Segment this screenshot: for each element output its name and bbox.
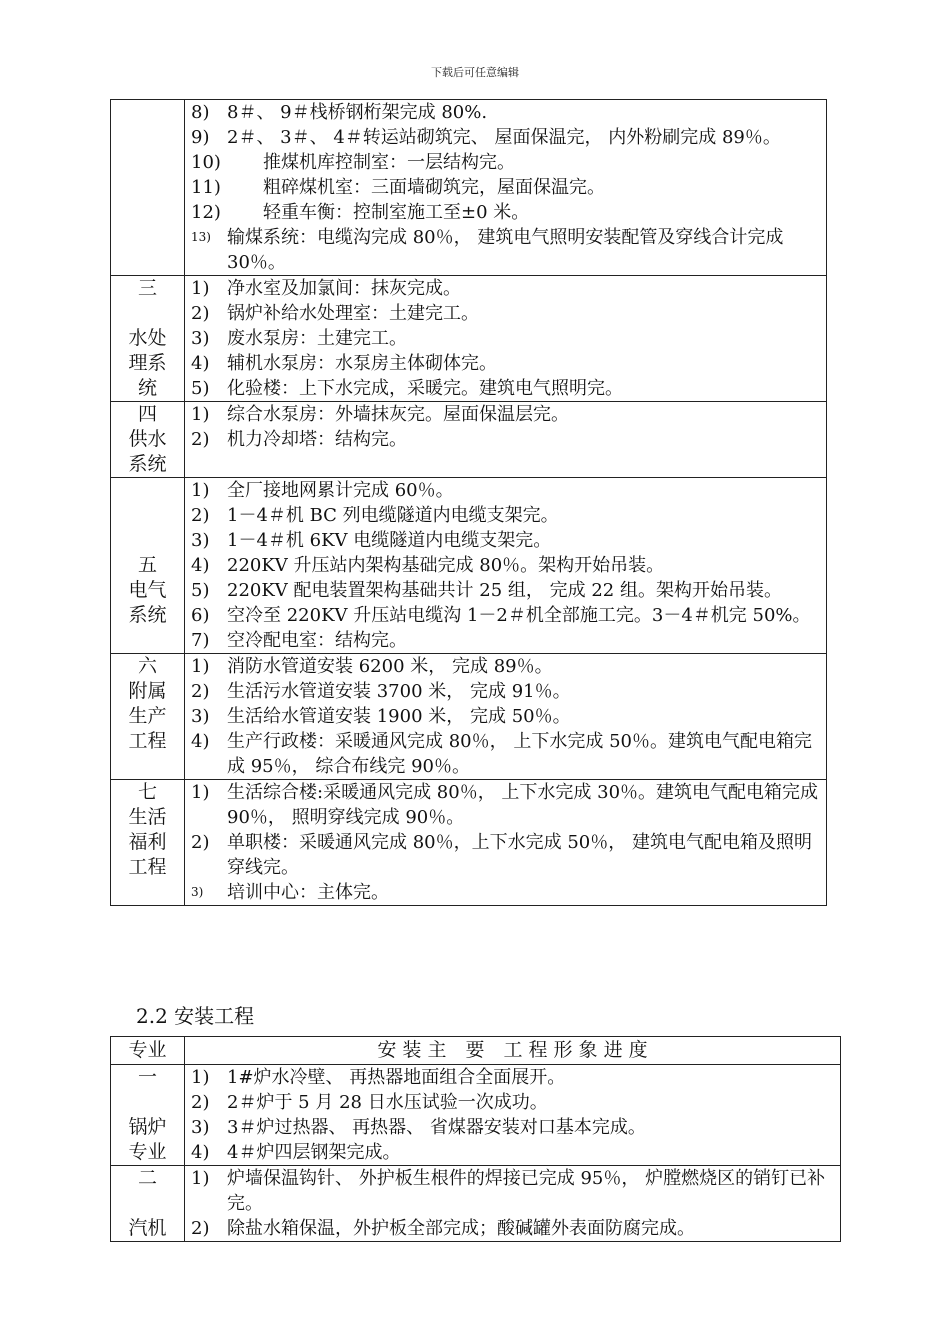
category-label: 供水 (128, 428, 167, 450)
item-text: 220KV 升压站内架构基础完成 80％。架构开始吊装。 (227, 555, 665, 576)
category-cell (111, 276, 185, 402)
list-item (191, 1090, 834, 1115)
category-label (111, 1191, 184, 1216)
items-cell (185, 780, 827, 906)
list-item (191, 553, 820, 578)
table-header-row (111, 1037, 841, 1065)
item-number: 8) (191, 102, 210, 123)
list-item (191, 1065, 834, 1090)
item-text: 生活给水管道安装 1900 米， 完成 50％。 (227, 706, 571, 727)
item-number: 1) (191, 656, 210, 677)
category-label: 二 (137, 1167, 157, 1189)
item-text: 培训中心：主体完。 (227, 882, 389, 903)
list-item (191, 528, 820, 553)
item-text: 1#炉水冷壁、 再热器地面组合全面展开。 (227, 1067, 566, 1088)
item-number: 2) (191, 681, 210, 702)
item-text: 轻重车衡：控制室施工至±0 米。 (263, 202, 530, 223)
item-number: 2) (191, 1092, 210, 1113)
table-row (111, 100, 827, 276)
items-cell (185, 654, 827, 780)
item-number: 5) (191, 378, 210, 399)
category-label: 工程 (128, 730, 167, 752)
list-item (191, 704, 820, 729)
list-item (191, 175, 820, 200)
item-number: 5) (191, 580, 210, 601)
item-number: 13) (191, 230, 211, 244)
category-cell (111, 654, 185, 780)
table-row (111, 478, 827, 654)
item-text: 生产行政楼：采暖通风完成 80％， 上下水完成 50％。建筑电气配电箱完成 95％， 综合布线完 90％。 (227, 731, 812, 777)
category-label (111, 528, 184, 553)
item-number: 1) (191, 480, 210, 501)
item-number: 12) (191, 202, 221, 223)
item-text: 机力冷却塔：结构完。 (227, 429, 407, 450)
category-label: 五 (137, 554, 157, 576)
category-label: 生活 (128, 806, 167, 828)
item-text: 8＃、 9＃栈桥钢桁架完成 80%. (227, 102, 488, 123)
item-number: 3) (191, 1117, 210, 1138)
list-item (191, 1115, 834, 1140)
items-cell (185, 1065, 841, 1166)
item-text: 除盐水箱保温，外护板全部完成；酸碱罐外表面防腐完成。 (227, 1218, 695, 1239)
table-row (111, 654, 827, 780)
list-item (191, 376, 820, 401)
item-text: 空冷至 220KV 升压站电缆沟 1－2＃机全部施工完。3－4＃机完 50%。 (227, 605, 811, 626)
category-cell (111, 402, 185, 478)
progress-table-installation (110, 1036, 841, 1242)
list-item (191, 200, 820, 225)
item-number: 4) (191, 1142, 210, 1163)
progress-table-civil (110, 99, 827, 906)
category-label: 电气 (128, 579, 167, 601)
table-row (111, 780, 827, 906)
list-item (191, 780, 820, 830)
item-text: 空冷配电室：结构完。 (227, 630, 407, 651)
item-number: 11) (191, 177, 221, 198)
section-title: 2.2 安装工程 (136, 1004, 255, 1028)
item-number: 9) (191, 127, 210, 148)
category-label: 系统 (128, 604, 167, 626)
item-text: 输煤系统：电缆沟完成 80％， 建筑电气照明安装配管及穿线合计完成 30％。 (227, 227, 784, 273)
item-text: 综合水泵房：外墙抹灰完。屋面保温层完。 (227, 404, 569, 425)
category-label: 锅炉 (128, 1116, 167, 1138)
list-item (191, 427, 820, 452)
category-label (111, 1090, 184, 1115)
category-label: 系统 (128, 453, 167, 475)
category-cell (111, 478, 185, 654)
category-label: 汽机 (128, 1217, 167, 1239)
col-header-specialty: 专业 (111, 1037, 185, 1065)
item-text: 化验楼：上下水完成，采暖完。建筑电气照明完。 (227, 378, 623, 399)
item-number: 4) (191, 731, 210, 752)
list-item (191, 880, 820, 905)
category-label: 一 (137, 1066, 157, 1088)
list-item (191, 603, 820, 628)
category-label: 七 (137, 781, 157, 803)
item-text: 全厂接地网累计完成 60％。 (227, 480, 454, 501)
list-item (191, 100, 820, 125)
category-label: 理系 (128, 352, 167, 374)
item-text: 消防水管道安装 6200 米， 完成 89％。 (227, 656, 553, 677)
item-number: 3) (191, 885, 204, 899)
item-number: 7) (191, 630, 210, 651)
item-text: 生活综合楼:采暖通风完成 80％， 上下水完成 30％。建筑电气配电箱完成 90％， 照明穿线完成 90％。 (227, 782, 819, 828)
item-number: 10) (191, 152, 221, 173)
list-item (191, 1140, 834, 1165)
item-text: 2＃炉于 5 月 28 日水压试验一次成功。 (227, 1092, 548, 1113)
list-item (191, 326, 820, 351)
category-cell (111, 780, 185, 906)
item-number: 4) (191, 555, 210, 576)
item-text: 粗碎煤机室：三面墙砌筑完，屋面保温完。 (263, 177, 605, 198)
item-text: 辅机水泵房：水泵房主体砌体完。 (227, 353, 497, 374)
item-number: 1) (191, 404, 210, 425)
list-item (191, 225, 820, 275)
item-number: 1) (191, 1168, 210, 1189)
page-header: 下载后可任意编辑 (431, 66, 519, 79)
list-item (191, 276, 820, 301)
items-cell (185, 1166, 841, 1242)
col-header-progress: 安 装 主 要 工 程 形 象 进 度 (185, 1037, 841, 1065)
item-number: 2) (191, 429, 210, 450)
item-number: 2) (191, 505, 210, 526)
item-number: 1) (191, 782, 210, 803)
item-number: 2) (191, 303, 210, 324)
category-label (111, 503, 184, 528)
category-label: 工程 (128, 856, 167, 878)
category-label: 三 (137, 277, 157, 299)
list-item (191, 1166, 834, 1216)
list-item (191, 628, 820, 653)
list-item (191, 1216, 834, 1241)
item-number: 2) (191, 1218, 210, 1239)
item-text: 1－4＃机 6KV 电缆隧道内电缆支架完。 (227, 530, 552, 551)
item-number: 3) (191, 706, 210, 727)
category-cell (111, 1065, 185, 1166)
table-row (111, 402, 827, 478)
items-cell (185, 276, 827, 402)
category-cell (111, 1166, 185, 1242)
list-item (191, 402, 820, 427)
item-number: 6) (191, 605, 210, 626)
category-label (111, 478, 184, 503)
category-label: 专业 (128, 1141, 167, 1163)
item-text: 4＃炉四层钢架完成。 (227, 1142, 401, 1163)
table-row (111, 1166, 841, 1242)
item-text: 净水室及加氯间：抹灰完成。 (227, 278, 461, 299)
list-item (191, 301, 820, 326)
item-text: 220KV 配电装置架构基础共计 25 组， 完成 22 组。架构开始吊装。 (227, 580, 782, 601)
item-number: 3) (191, 328, 210, 349)
item-number: 1) (191, 278, 210, 299)
list-item (191, 503, 820, 528)
category-label (111, 301, 184, 326)
category-label: 生产 (128, 705, 167, 727)
item-text: 2＃、 3＃、 4＃转运站砌筑完、 屋面保温完， 内外粉刷完成 89％。 (227, 127, 781, 148)
item-text: 单职楼：采暖通风完成 80％，上下水完成 50％， 建筑电气配电箱及照明穿线完。 (227, 832, 812, 878)
list-item (191, 578, 820, 603)
item-text: 废水泵房：土建完工。 (227, 328, 407, 349)
table-row (111, 1065, 841, 1166)
category-label: 附属 (128, 680, 167, 702)
list-item (191, 351, 820, 376)
category-label: 福利 (128, 831, 167, 853)
items-cell (185, 478, 827, 654)
list-item (191, 478, 820, 503)
list-item (191, 729, 820, 779)
item-number: 4) (191, 353, 210, 374)
category-label: 水处 (128, 327, 167, 349)
item-number: 3) (191, 530, 210, 551)
item-text: 1－4＃机 BC 列电缆隧道内电缆支架完。 (227, 505, 559, 526)
list-item (191, 125, 820, 150)
item-text: 3＃炉过热器、 再热器、 省煤器安装对口基本完成。 (227, 1117, 646, 1138)
category-label: 六 (137, 655, 157, 677)
item-number: 1) (191, 1067, 210, 1088)
item-text: 锅炉补给水处理室：土建完工。 (227, 303, 479, 324)
category-label: 四 (137, 403, 157, 425)
item-text: 生活污水管道安装 3700 米， 完成 91％。 (227, 681, 571, 702)
list-item (191, 830, 820, 880)
item-text: 炉墙保温钩针、 外护板生根件的焊接已完成 95％， 炉膛燃烧区的销钉已补完。 (227, 1168, 826, 1214)
category-cell (111, 100, 185, 276)
list-item (191, 150, 820, 175)
table-row (111, 276, 827, 402)
list-item (191, 679, 820, 704)
item-number: 2) (191, 832, 210, 853)
item-text: 推煤机库控制室：一层结构完。 (263, 152, 515, 173)
category-label: 统 (137, 377, 157, 399)
items-cell (185, 402, 827, 478)
list-item (191, 654, 820, 679)
items-cell (185, 100, 827, 276)
